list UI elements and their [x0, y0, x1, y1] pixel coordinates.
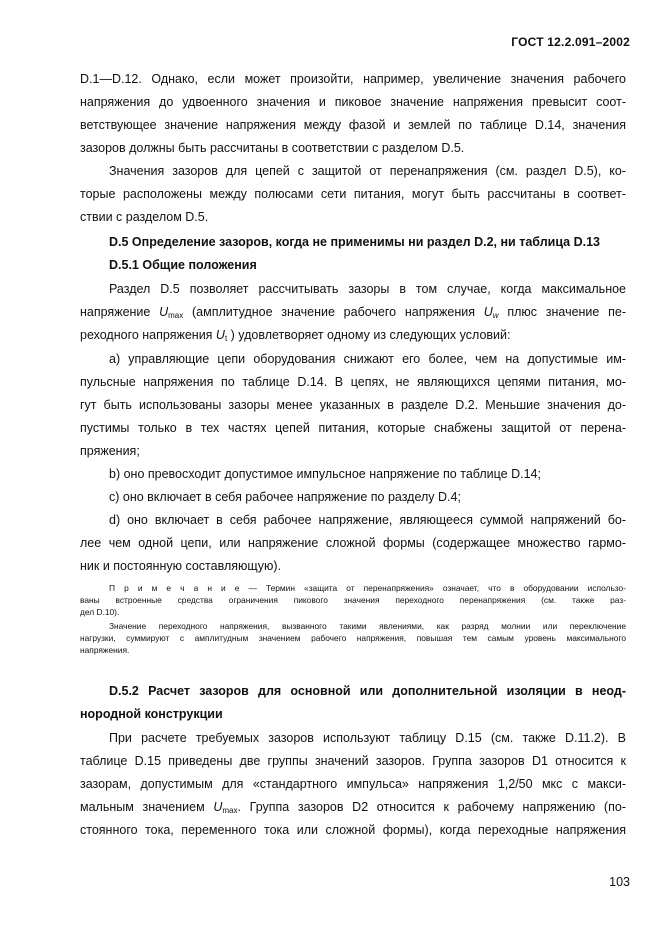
note-line: дел D.10).	[80, 607, 120, 617]
paragraph-line: напряжение $U_{max}$ (амплитудное значение рабочего напряжения $U_w$ плюс значение пе-	[80, 305, 626, 320]
list-item-a-line: пульсные напряжения по таблице D.14. В цепях, не являющихся цепями питания, мо-	[80, 375, 626, 389]
page-number: 103	[609, 875, 630, 889]
paragraph-line: ветствующее значение напряжения между фазой и землей по таблице D.14, значения	[80, 118, 626, 132]
note-line: Значение переходного напряжения, вызванного такими явлениями, как разряд молнии или переключение	[109, 621, 626, 631]
paragraph-line: таблице D.15 приведены две группы значений зазоров. Группа зазоров D1 относится к	[80, 754, 626, 768]
section-heading-d5-2-cont: нородной конструкции	[80, 707, 223, 721]
list-item-d-line: лее чем одной цепи, или напряжение сложной формы (содержащее множество гармо-	[80, 536, 626, 550]
section-heading-d5: D.5 Определение зазоров, когда не применимы ни раздел D.2, ни таблица D.13	[109, 235, 600, 249]
paragraph-line: мальным значением $U_{max}$. Группа зазоров D2 относится к рабочему напряжению (по-	[80, 800, 626, 815]
paragraph-line: стоянного тока, переменного тока или сложной формы), когда переходные напряжения	[80, 823, 626, 837]
note-line: нагрузки, суммируют с амплитудным значением рабочего напряжения, повышая тем самым уровень максимального	[80, 633, 626, 643]
paragraph-line: D.1—D.12. Однако, если может произойти, например, увеличение значения рабочего	[80, 72, 626, 86]
list-item-a-line: пустимы только в тех частях цепей питания, которые снабжены защитой от перена-	[80, 421, 626, 435]
note-line: напряжения.	[80, 645, 130, 655]
note-line: ваны встроенные средства ограничения пикового значения переходного перенапряжения (см. также раз-	[80, 595, 626, 605]
list-item-a-line: гут быть использованы зазоры менее указанных в разделе D.2. Меньшие значения до-	[80, 398, 626, 412]
paragraph-line: напряжения до удвоенного значения и пиковое значение напряжения превысит соот-	[80, 95, 626, 109]
list-item-a-line: пряжения;	[80, 444, 140, 458]
paragraph-line: зазорам, допустимым для «стандартного импульса» напряжения 1,2/50 мкс с макси-	[80, 777, 626, 791]
paragraph-line: реходного напряжения $U_t$ ) удовлетворяет одному из следующих условий:	[80, 328, 511, 343]
note-line: П р и м е ч а н и е — Термин «защита от перенапряжения» означает, что в оборудовании использо-	[109, 583, 626, 593]
paragraph-line: ствии с разделом D.5.	[80, 210, 209, 224]
document-code-header: ГОСТ 12.2.091–2002	[511, 35, 630, 49]
section-heading-d5-1: D.5.1 Общие положения	[109, 258, 257, 272]
paragraph-line: торые расположены между полюсами сети питания, могут быть рассчитаны в соответ-	[80, 187, 626, 201]
list-item-a-line: а) управляющие цепи оборудования снижают его более, чем на допустимые им-	[109, 352, 626, 366]
paragraph-line: Значения зазоров для цепей с защитой от перенапряжения (см. раздел D.5), ко-	[109, 164, 626, 178]
section-heading-d5-2: D.5.2 Расчет зазоров для основной или дополнительной изоляции в неод-	[109, 684, 626, 698]
list-item-c: с) оно включает в себя рабочее напряжение по разделу D.4;	[109, 490, 461, 504]
list-item-b: b) оно превосходит допустимое импульсное напряжение по таблице D.14;	[109, 467, 541, 481]
list-item-d-line: d) оно включает в себя рабочее напряжение, являющееся суммой напряжений бо-	[109, 513, 626, 527]
list-item-d-line: ник и постоянную составляющую).	[80, 559, 282, 573]
paragraph-line: Раздел D.5 позволяет рассчитывать зазоры в том случае, когда максимальное	[109, 282, 626, 296]
paragraph-line: зазоров должны быть рассчитаны в соответствии с разделом D.5.	[80, 141, 465, 155]
paragraph-line: При расчете требуемых зазоров используют таблицу D.15 (см. также D.11.2). В	[109, 731, 626, 745]
